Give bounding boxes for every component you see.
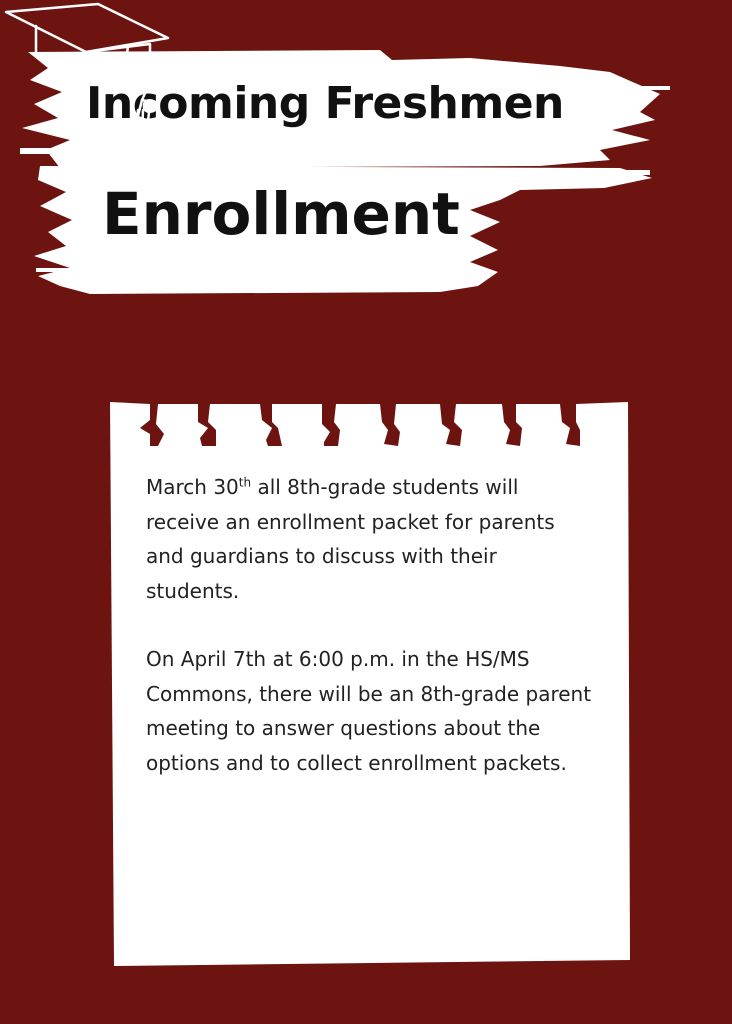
title-line-2: Enrollment [102,180,460,248]
title-banner [0,0,732,360]
graduation-cap-icon [0,0,180,150]
paragraph-april: On April 7th at 6:00 p.m. in the HS/MS Commons, there will be an 8th-grade parent meeting to answer questions about the options and to collect enrollment packets. [146,647,592,775]
paper-note [110,400,632,966]
superscript-th: th [238,475,252,490]
note-content [146,470,596,814]
title-line-1: Incoming Freshmen [86,78,564,129]
paragraph-march: March 30th all 8th-grade students will receive an enrollment packet for parents and guardians to discuss with their students. [146,475,555,603]
